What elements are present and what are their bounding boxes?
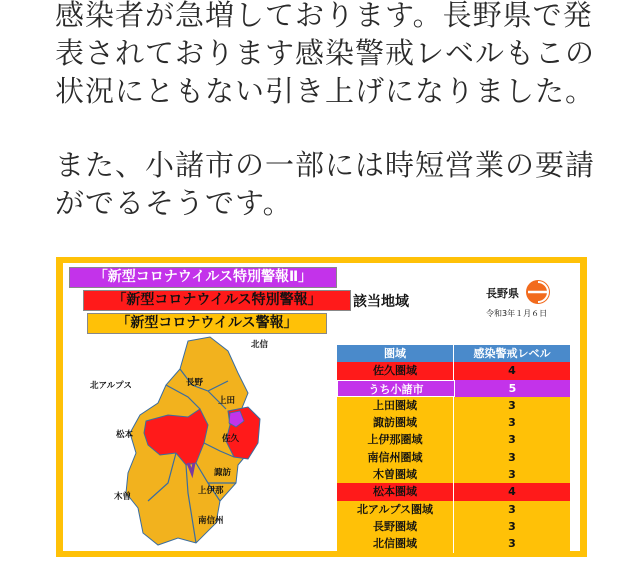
table-row bbox=[337, 431, 570, 448]
article-paragraph-2: また、小諸市の一部には時短営業の要請がでるそうです。 bbox=[55, 148, 596, 220]
row-area: 諏訪圏域 bbox=[337, 414, 454, 431]
alert-infographic bbox=[56, 257, 587, 557]
row-level: 4 bbox=[508, 364, 516, 378]
nagano-region-map bbox=[88, 333, 328, 548]
row-area: 北信圏域 bbox=[337, 535, 454, 552]
map-label-matsumoto: 松本 bbox=[116, 430, 134, 440]
article-paragraph-1: 感染者が急増しております。長野県で発表されております感染警戒レベルもこの状況にともない引き上げになりました。 bbox=[55, 0, 596, 108]
header-area: 圏域 bbox=[337, 345, 454, 362]
row-area: 上伊那圏域 bbox=[337, 431, 454, 448]
legend-special-warning-2: 「新型コロナウイルス特別警報Ⅱ」 bbox=[69, 267, 337, 288]
table-row bbox=[337, 466, 570, 483]
table-row bbox=[337, 535, 570, 552]
row-level: 3 bbox=[508, 433, 516, 447]
map-label-hokushin: 北信 bbox=[251, 340, 269, 350]
row-area: 佐久圏域 bbox=[337, 362, 454, 379]
map-label-minamishinshu: 南信州 bbox=[198, 516, 224, 526]
row-level: 3 bbox=[508, 416, 516, 430]
legend-special-warning: 「新型コロナウイルス特別警報」 bbox=[83, 290, 351, 311]
row-level: 3 bbox=[508, 468, 516, 482]
table-row bbox=[337, 501, 570, 518]
header-level: 感染警戒レベル bbox=[473, 347, 551, 360]
infographic-body bbox=[63, 263, 580, 551]
area-title: 該当地域 bbox=[353, 294, 409, 310]
row-area: うち小諸市 bbox=[337, 380, 455, 397]
map-label-suwa: 諏訪 bbox=[214, 468, 232, 478]
legend-warning: 「新型コロナウイルス警報」 bbox=[87, 313, 327, 334]
table-row bbox=[337, 380, 570, 397]
row-level: 3 bbox=[508, 519, 516, 533]
row-area: 松本圏域 bbox=[337, 483, 454, 500]
table-row bbox=[337, 362, 570, 379]
table-row bbox=[337, 483, 570, 500]
row-level: 4 bbox=[508, 485, 516, 499]
map-label-saku: 佐久 bbox=[222, 434, 240, 444]
map-label-kita-alps: 北アルプス bbox=[90, 381, 132, 391]
map-label-nagano: 長野 bbox=[186, 378, 204, 388]
table-row bbox=[337, 518, 570, 535]
map-label-kiso: 木曽 bbox=[114, 492, 132, 502]
row-area: 上田圏域 bbox=[337, 397, 454, 414]
table-header bbox=[337, 345, 570, 362]
alert-level-table bbox=[337, 345, 570, 553]
row-level: 3 bbox=[508, 398, 516, 412]
map-label-kamiina: 上伊那 bbox=[198, 486, 224, 496]
row-level: 3 bbox=[508, 450, 516, 464]
row-level: 3 bbox=[508, 537, 516, 551]
table-row bbox=[337, 397, 570, 414]
table-row bbox=[337, 449, 570, 466]
row-level: 3 bbox=[508, 502, 516, 516]
row-area: 長野圏域 bbox=[337, 518, 454, 535]
prefecture-name: 長野県 bbox=[486, 287, 519, 300]
issue-date: 令和3年１月６日 bbox=[486, 309, 548, 318]
prefecture-logo-icon bbox=[525, 279, 551, 305]
map-label-ueda: 上田 bbox=[218, 396, 236, 406]
row-area: 木曽圏域 bbox=[337, 466, 454, 483]
row-level: 5 bbox=[508, 381, 517, 395]
table-row bbox=[337, 414, 570, 431]
row-area: 南信州圏域 bbox=[337, 449, 454, 466]
row-area: 北アルプス圏域 bbox=[337, 501, 454, 518]
